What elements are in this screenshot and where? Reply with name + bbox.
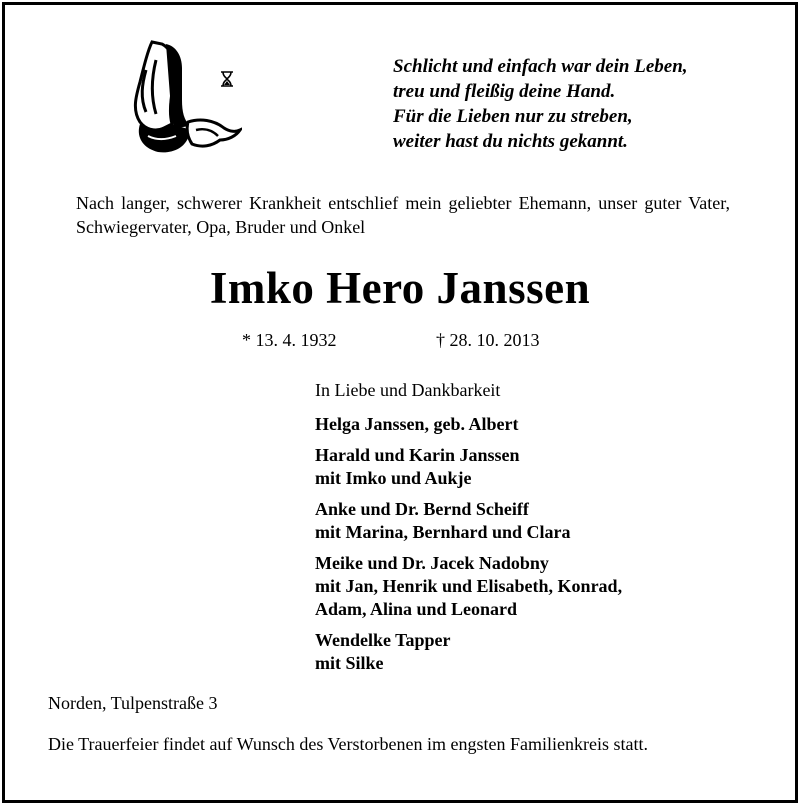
family-group: [315, 444, 622, 490]
address: Norden, Tulpenstraße 3: [48, 693, 218, 713]
family-line: Harald und Karin Janssen: [315, 445, 520, 465]
deceased-name: Imko Hero Janssen: [209, 263, 591, 313]
family-group: [315, 498, 622, 544]
family-line: Meike und Dr. Jacek Nadobny: [315, 553, 549, 573]
praying-hands-icon: [126, 40, 242, 156]
family-line: Wendelke Tapper: [315, 630, 451, 650]
family-line: mit Jan, Henrik und Elisabeth, Konrad,: [315, 576, 623, 596]
poem-line: Schlicht und einfach war dein Leben,: [393, 56, 688, 77]
birth-date: * 13. 4. 1932: [242, 330, 337, 350]
family-line: mit Imko und Aukje: [315, 468, 472, 488]
family-line: Anke und Dr. Bernd Scheiff: [315, 499, 529, 519]
poem: [393, 54, 688, 154]
family-group: [315, 629, 622, 675]
thanks-line: In Liebe und Dankbarkeit: [315, 380, 501, 400]
funeral-note: Die Trauerfeier findet auf Wunsch des Verstorbenen im engsten Familienkreis statt.: [48, 734, 648, 754]
family-line: mit Marina, Bernhard und Clara: [315, 522, 571, 542]
poem-line: treu und fleißig deine Hand.: [393, 81, 616, 102]
family-group: [315, 552, 622, 621]
family-line: Helga Janssen, geb. Albert: [315, 414, 519, 434]
family-line: mit Silke: [315, 653, 384, 673]
hourglass-icon: [220, 71, 234, 87]
family-list: [315, 413, 622, 683]
family-group: [315, 413, 622, 436]
death-date: † 28. 10. 2013: [436, 330, 540, 350]
poem-line: weiter hast du nichts gekannt.: [393, 131, 628, 152]
poem-line: Für die Lieben nur zu streben,: [393, 106, 633, 127]
intro-text: Nach langer, schwerer Krankheit entschlief mein geliebter Ehemann, unser guter Vater, Schwiegervater, Opa, Bruder und Onkel: [76, 193, 730, 237]
family-line: Adam, Alina und Leonard: [315, 599, 518, 619]
